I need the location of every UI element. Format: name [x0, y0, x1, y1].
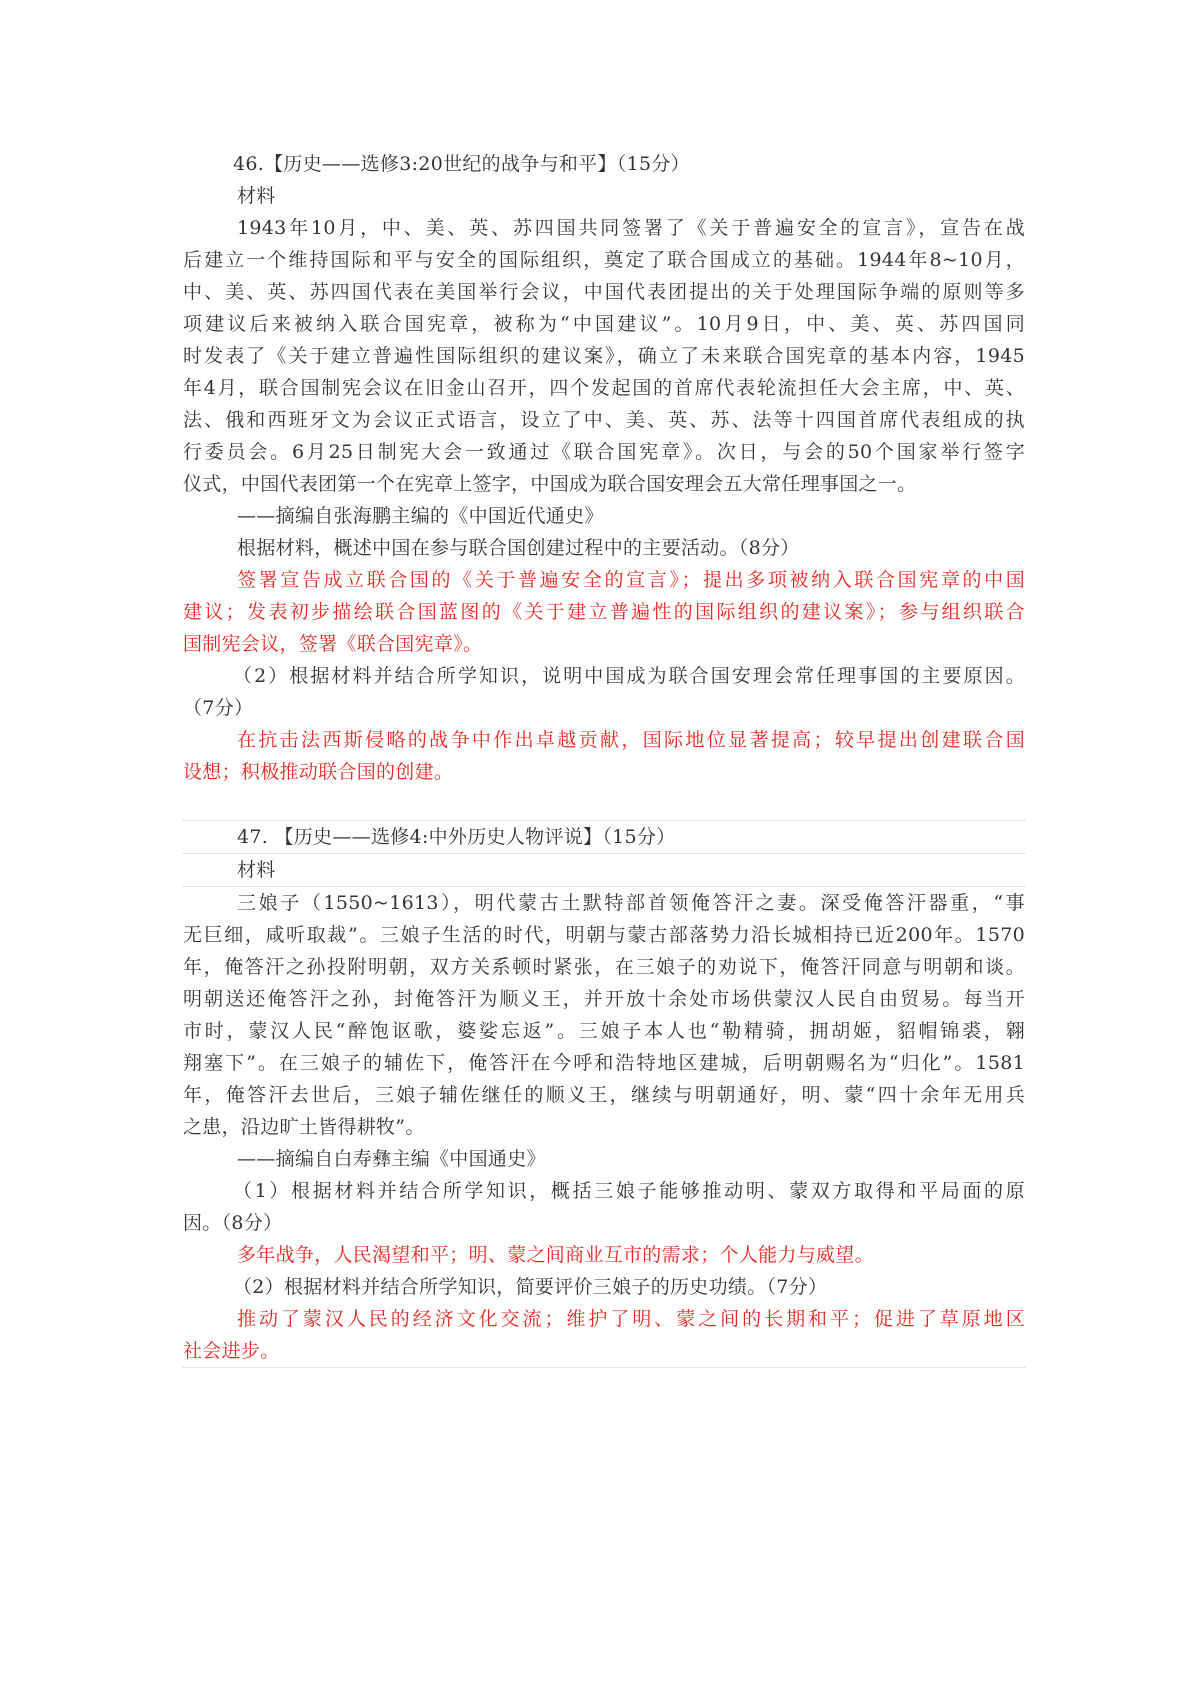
q47-material-label: 材料	[183, 854, 1025, 887]
q47-material-line: 明朝送还俺答汗之孙，封俺答汗为顺义王，并开放十余处市场供蒙汉人民自由贸易。每当开	[183, 988, 1025, 1010]
q46-answer-2-line: 设想；积极推动联合国的创建。	[183, 761, 454, 783]
q46-material-line: 项建议后来被纳入联合国宪章，被称为“中国建议”。10月9日，中、美、英、苏四国同	[183, 313, 1025, 335]
q47-answer-1: 多年战争，人民渴望和平；明、蒙之间商业互市的需求；个人能力与威望。	[237, 1244, 874, 1266]
q47-material-line: 之患，沿边旷土皆得耕牧”。	[183, 1116, 425, 1138]
q47-answer-2-line: 推动了蒙汉人民的经济文化交流；维护了明、蒙之间的长期和平；促进了草原地区	[237, 1308, 1025, 1330]
q46-material-line: 仪式，中国代表团第一个在宪章上签字，中国成为联合国安理会五大常任理事国之一。	[183, 473, 917, 495]
q47-material-line: 翔塞下”。在三娘子的辅佐下，俺答汗在今呼和浩特地区建城，后明朝赐名为“归化”。1581	[183, 1052, 1025, 1074]
q47-material-line: 年，俺答汗去世后，三娘子辅佐继任的顺义王，继续与明朝通好，明、蒙“四十余年无用兵	[183, 1084, 1025, 1106]
q47-material-line: 年，俺答汗之孙投附明朝，双方关系顿时紧张，在三娘子的劝说下，俺答汗同意与明朝和谈。	[183, 956, 1025, 978]
q46-answer-1-line: 签署宣告成立联合国的《关于普遍安全的宣言》；提出多项被纳入联合国宪章的中国	[237, 569, 1025, 591]
q47-material-line: 无巨细，咸听取裁”。三娘子生活的时代，明朝与蒙古部落势力沿长城相持已近200年。1570	[183, 924, 1025, 946]
q47-question-1-line: （1）根据材料并结合所学知识，概括三娘子能够推动明、蒙双方取得和平局面的原	[233, 1180, 1025, 1202]
q47-answer-2	[183, 1303, 1025, 1368]
q47-material	[183, 887, 1025, 1143]
section-divider	[183, 788, 1025, 821]
q46-material-line: 法、俄和西班牙文为会议正式语言，设立了中、美、英、苏、法等十四国首席代表组成的执	[183, 409, 1025, 431]
q47-material-line: 三娘子（1550~1613），明代蒙古土默特部首领俺答汗之妻。深受俺答汗器重，“事	[237, 892, 1025, 914]
q46-answer-2-line: 在抗击法西斯侵略的战争中作出卓越贡献，国际地位显著提高；较早提出创建联合国	[237, 729, 1025, 751]
q47-material-line: 市时，蒙汉人民“醉饱讴歌，婆娑忘返”。三娘子本人也“勒精骑，拥胡姬，貂帽锦裘，翱	[183, 1020, 1025, 1042]
q47-source: ——摘编自白寿彝主编《中国通史》	[237, 1148, 546, 1170]
q47-answer-2-line: 社会进步。	[183, 1335, 1025, 1368]
q46-material-line: 1943年10月，中、美、英、苏四国共同签署了《关于普遍安全的宣言》，宣告在战	[237, 217, 1025, 239]
q46-material	[183, 212, 1025, 500]
q46-answer-2	[183, 724, 1025, 788]
q46-material-line: 后建立一个维持国际和平与安全的国际组织，奠定了联合国成立的基础。1944年8~10月，	[183, 249, 1025, 271]
q46-question-2-line: （2）根据材料并结合所学知识，说明中国成为联合国安理会常任理事国的主要原因。	[233, 665, 1025, 687]
q46-title: 46.【历史——选修3:20世纪的战争与和平】（15分）	[233, 153, 690, 175]
question-47	[183, 821, 1025, 1368]
q46-answer-1-line: 国制宪会议，签署《联合国宪章》。	[183, 633, 483, 655]
exam-content	[183, 148, 1025, 1368]
q47-question-1-line: 因。（8分）	[183, 1212, 283, 1234]
q47-question-1	[183, 1175, 1025, 1239]
q46-answer-1-line: 建议；发表初步描绘联合国蓝图的《关于建立普遍性的国际组织的建议案》；参与组织联合	[183, 601, 1025, 623]
q46-source: ——摘编自张海鹏主编的《中国近代通史》	[237, 505, 604, 527]
q47-question-2: （2）根据材料并结合所学知识，简要评价三娘子的历史功绩。（7分）	[233, 1276, 828, 1298]
q46-material-line: 年4月，联合国制宪会议在旧金山召开，四个发起国的首席代表轮流担任大会主席，中、英、	[183, 377, 1025, 399]
q46-material-line: 中、美、英、苏四国代表在美国举行会议，中国代表团提出的关于处理国际争端的原则等多	[183, 281, 1025, 303]
q46-question-2-line: （7分）	[183, 697, 254, 719]
question-46	[183, 148, 1025, 788]
q46-material-line: 时发表了《关于建立普遍性国际组织的建议案》，确立了未来联合国宪章的基本内容，1945	[183, 345, 1025, 367]
q46-answer-1	[183, 564, 1025, 660]
q46-question-1: 根据材料，概述中国在参与联合国创建过程中的主要活动。（8分）	[237, 537, 800, 559]
q46-question-2	[183, 660, 1025, 724]
q46-material-line: 行委员会。6月25日制宪大会一致通过《联合国宪章》。次日，与会的50个国家举行签字	[183, 441, 1025, 463]
q47-title: 47. 【历史——选修4:中外历史人物评说】（15分）	[183, 821, 1025, 854]
q46-material-label: 材料	[237, 185, 276, 207]
